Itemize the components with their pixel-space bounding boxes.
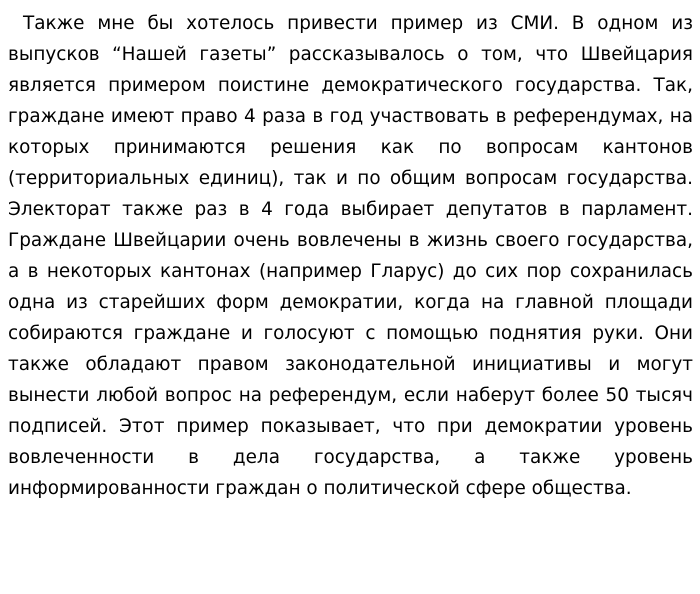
document-body [8, 8, 693, 504]
body-paragraph: Также мне бы хотелось привести пример из СМИ. В одном из выпусков “Нашей газеты” рассказывалось о том, что Швейцария является примером поистине демократического государства. Так, граждане имеют право 4 раза в год участвовать в референдумах, на которых принимаются решения как по вопросам кантонов (территориальных единиц), так и по общим вопросам государства. Электорат также раз в 4 года выбирает депутатов в парламент. Граждане Швейцарии очень вовлечены в жизнь своего государства, а в некоторых кантонах (например Гларус) до сих пор сохранилась одна из старейших форм демократии, когда на главной площади собираются граждане и голосуют с помощью поднятия руки. Они также обладают правом законодательной инициативы и могут вынести любой вопрос на референдум, если наберут более 50 тысяч подписей. Этот пример показывает, что при демократии уровень вовлеченности в дела государства, а также уровень информированности граждан о политической сфере общества. [8, 13, 693, 499]
